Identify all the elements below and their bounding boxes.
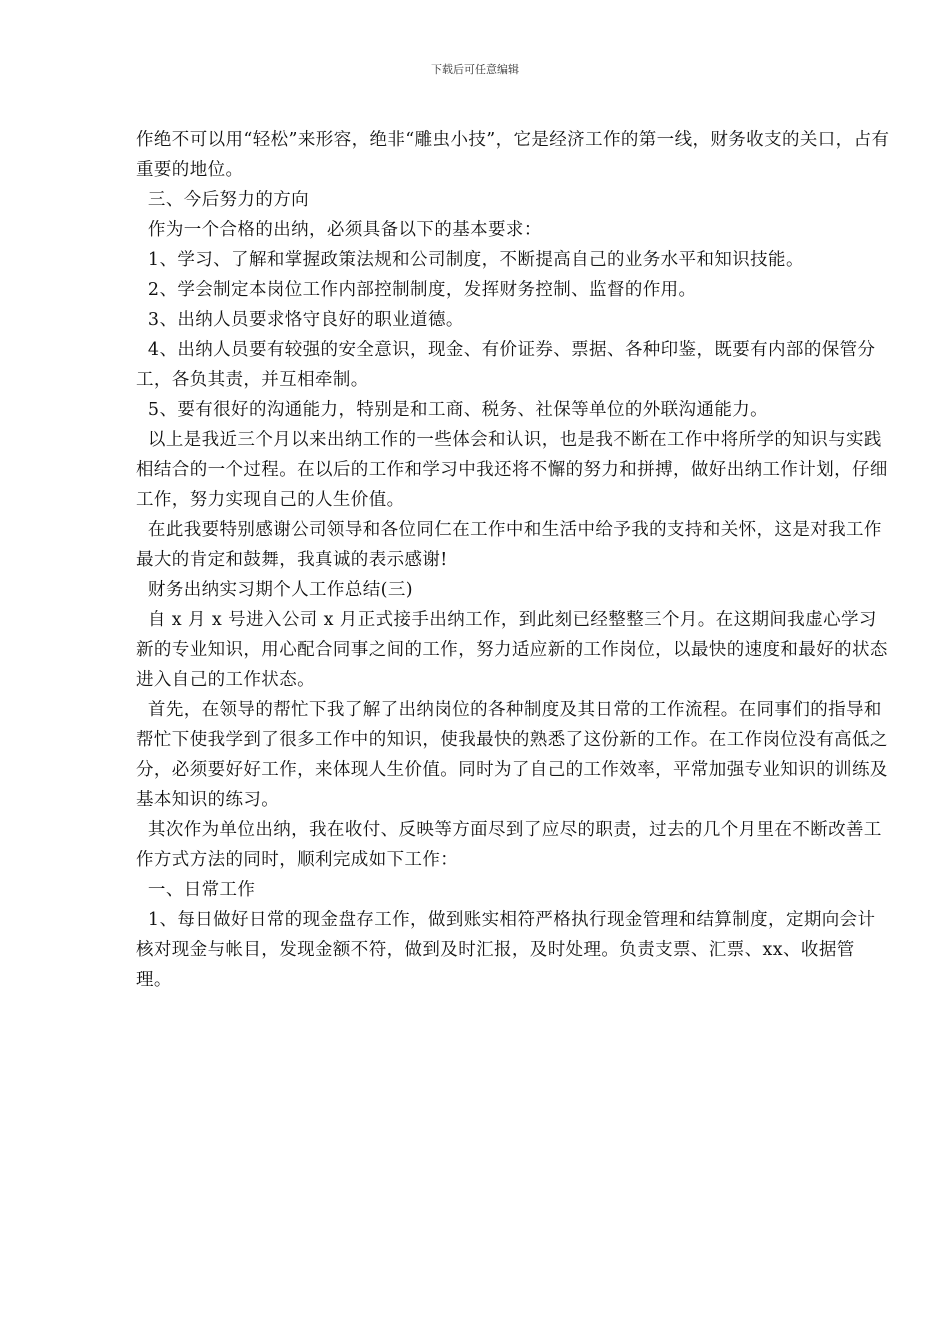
section-heading: 三、今后努力的方向 [136,190,310,210]
paragraph: 作为一个合格的出纳，必须具备以下的基本要求： [136,220,542,240]
page-header: 下载后可任意编辑 [431,63,519,76]
list-item: 4、出纳人员要有较强的安全意识，现金、有价证券、票据、各种印鉴，既要有内部的保管分工，各负其责，并互相牵制。 [136,340,876,390]
list-item: 2、学会制定本岗位工作内部控制制度，发挥财务控制、监督的作用。 [136,280,697,300]
list-item: 1、每日做好日常的现金盘存工作，做到账实相符严格执行现金管理和结算制度，定期向会计核对现金与帐目，发现金额不符，做到及时汇报，及时处理。负责支票、汇票、xx、收据管理。 [136,910,876,990]
paragraph: 以上是我近三个月以来出纳工作的一些体会和认识，也是我不断在工作中将所学的知识与实践相结合的一个过程。在以后的工作和学习中我还将不懈的努力和拼搏，做好出纳工作计划，仔细工作，努力实现自己的人生价值。 [136,430,888,510]
paragraph: 作绝不可以用“轻松”来形容，绝非“雕虫小技”，它是经济工作的第一线，财务收支的关口，占有重要的地位。 [136,130,890,180]
list-item: 3、出纳人员要求恪守良好的职业道德。 [136,310,464,330]
paragraph: 在此我要特别感谢公司领导和各位同仁在工作中和生活中给予我的支持和关怀，这是对我工作最大的肯定和鼓舞，我真诚的表示感谢! [136,520,882,570]
section-heading: 一、日常工作 [136,880,256,900]
section-heading: 财务出纳实习期个人工作总结(三) [136,580,413,600]
paragraph: 其次作为单位出纳，我在收付、反映等方面尽到了应尽的职责，过去的几个月里在不断改善工作方式方法的同时，顺利完成如下工作： [136,820,882,870]
paragraph: 自 x 月 x 号进入公司 x 月正式接手出纳工作，到此刻已经整整三个月。在这期间我虚心学习新的专业知识，用心配合同事之间的工作，努力适应新的工作岗位，以最快的速度和最好的状态进入自己的工作状态。 [136,610,888,690]
list-item: 5、要有很好的沟通能力，特别是和工商、税务、社保等单位的外联沟通能力。 [136,400,769,420]
list-item: 1、学习、了解和掌握政策法规和公司制度，不断提高自己的业务水平和知识技能。 [136,250,804,270]
document-body [136,125,890,995]
paragraph: 首先，在领导的帮忙下我了解了出纳岗位的各种制度及其日常的工作流程。在同事们的指导和帮忙下使我学到了很多工作中的知识，使我最快的熟悉了这份新的工作。在工作岗位没有高低之分，必须要好好工作，来体现人生价值。同时为了自己的工作效率，平常加强专业知识的训练及基本知识的练习。 [136,700,888,810]
